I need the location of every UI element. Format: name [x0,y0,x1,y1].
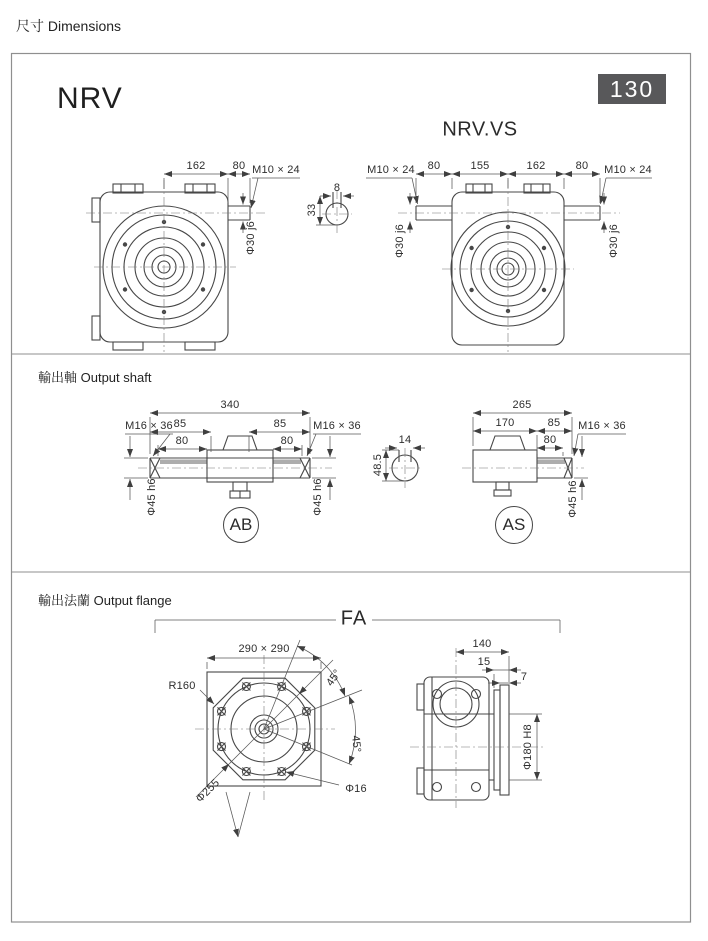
flange-code-label: FA [340,607,368,630]
variant-title: NRV.VS [442,118,518,141]
dim-label-flange-angle-bottom: 45° [349,734,363,754]
dim-label-nrv-shaft-dia: Φ30 j6 [245,221,257,255]
dim-label-nrvvs-thread-right: M10 × 24 [604,164,652,176]
dim-label-flange-hole: Φ16 [345,783,367,795]
dim-label-nrvvs-155: 155 [470,160,490,172]
nrv-front-view-drawing [86,174,300,352]
nrv-vs-front-view-drawing [366,174,652,352]
dim-label-ab-80-right: 80 [280,435,294,447]
dim-label-flange-radius: R160 [168,680,196,692]
dim-label-as-80: 80 [543,434,557,446]
dim-label-nrvvs-162: 162 [526,160,546,172]
dim-label-as-total: 265 [512,399,532,411]
output-shaft-section-title: 輸出軸 Output shaft [38,370,152,385]
dim-label-nrv-thread: M10 × 24 [252,164,300,176]
dim-label-nrvvs-80-left: 80 [427,160,441,172]
dim-label-ab-thread-right: M16 × 36 [313,420,361,432]
dim-label-ab-80-left: 80 [175,435,189,447]
dim-label-as-170: 170 [495,417,515,429]
dim-label-ab-thread-left: M16 × 36 [125,420,173,432]
dim-label-nrvvs-shaft-dia-left: Φ30 j6 [394,224,406,258]
worm-key-section-drawing [316,190,354,234]
dim-label-key-width: 14 [398,434,412,446]
model-name: NRV [57,82,123,115]
dim-label-as-shaft-dia: Φ45 h6 [567,480,579,518]
dim-label-nrvvs-thread-left: M10 × 24 [367,164,415,176]
dim-label-nrvvs-80-right: 80 [575,160,589,172]
dim-label-ab-shaft-dia-right: Φ45 h6 [312,478,324,516]
dim-label-nrv-80: 80 [232,160,246,172]
dim-label-nrvvs-shaft-dia-right: Φ30 j6 [608,224,620,258]
dim-label-flange-angle-top: 45° [324,667,344,689]
dim-label-nrv-162: 162 [186,160,206,172]
dim-label-key-height: 48.5 [372,453,384,477]
view-label-as: AS [495,506,533,544]
dim-label-flange-square: 290 × 290 [238,643,290,655]
dim-label-ab-shaft-dia-left: Φ45 h6 [146,478,158,516]
page-title: 尺寸 Dimensions [16,18,122,34]
dim-label-ab-total: 340 [220,399,240,411]
dim-label-worm-key-height: 33 [306,203,318,217]
dim-label-as-85: 85 [547,417,561,429]
view-label-ab: AB [223,507,259,543]
output-flange-section-title: 輸出法蘭 Output flange [38,593,172,608]
output-key-section-drawing [382,448,425,488]
size-badge: 130 [598,74,666,104]
dim-label-side-7: 7 [520,671,528,683]
dim-label-side-15: 15 [477,656,491,668]
dim-label-side-bore: Φ180 H8 [522,724,534,770]
dim-label-worm-key-width: 8 [333,182,341,194]
dim-label-ab-85-left: 85 [173,418,187,430]
dim-label-flange-bolt-circle: Φ255 [193,776,223,806]
dim-label-side-140: 140 [472,638,492,650]
dim-label-as-thread: M16 × 36 [578,420,626,432]
dim-label-ab-85-right: 85 [273,418,287,430]
